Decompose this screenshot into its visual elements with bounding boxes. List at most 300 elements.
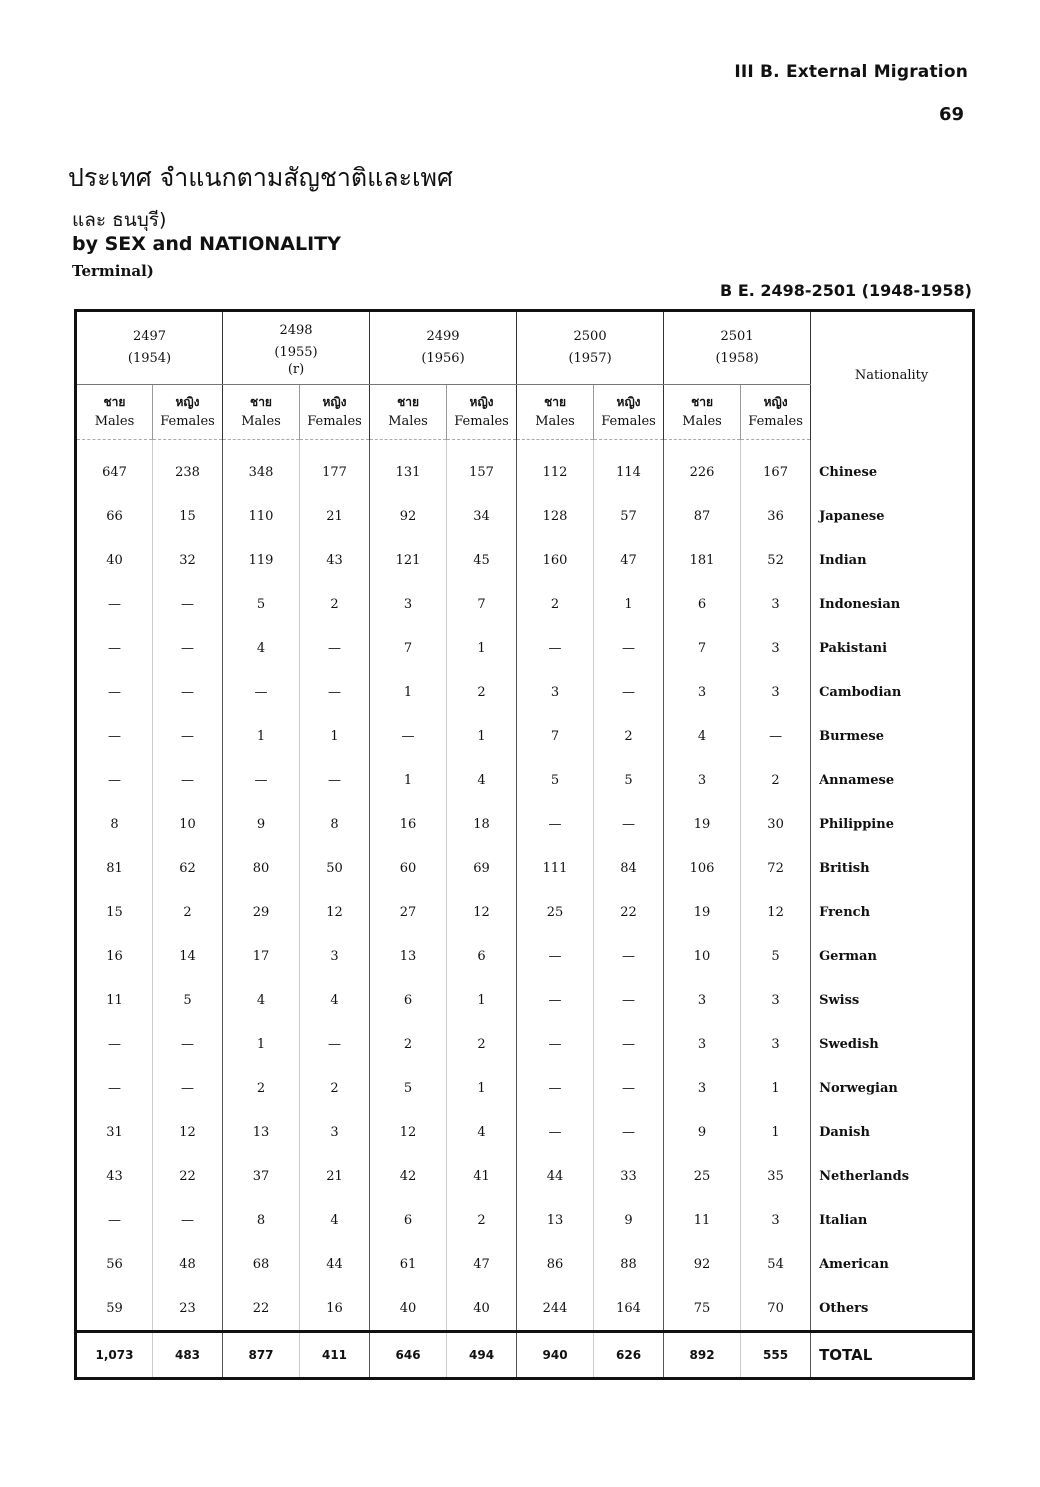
value-cell: 2 xyxy=(447,1022,517,1066)
value-cell: 68 xyxy=(223,1242,300,1286)
value-cell: 7 xyxy=(664,626,741,670)
spacer-cell xyxy=(664,440,741,451)
table-row xyxy=(76,1286,974,1332)
nationality-cell: Norwegian xyxy=(811,1066,974,1110)
year-header xyxy=(517,311,664,385)
year-header xyxy=(664,311,811,385)
value-cell: 1 xyxy=(370,670,447,714)
value-cell: 10 xyxy=(664,934,741,978)
value-cell: 3 xyxy=(300,1110,370,1154)
table-row xyxy=(76,1110,974,1154)
value-cell: 5 xyxy=(517,758,594,802)
value-cell: 2 xyxy=(741,758,811,802)
value-cell: 13 xyxy=(517,1198,594,1242)
nationality-cell: French xyxy=(811,890,974,934)
table-body xyxy=(76,440,974,1379)
value-cell: 6 xyxy=(447,934,517,978)
value-cell: 1 xyxy=(223,714,300,758)
value-cell: — xyxy=(594,670,664,714)
male-header xyxy=(664,385,741,440)
value-cell: 3 xyxy=(664,758,741,802)
male-header xyxy=(517,385,594,440)
nationality-header: Nationality xyxy=(811,311,974,440)
value-cell: 647 xyxy=(76,450,153,494)
value-cell: 1 xyxy=(370,758,447,802)
nationality-cell: Indian xyxy=(811,538,974,582)
total-value-cell: 892 xyxy=(664,1332,741,1379)
year-header-ce: (1958) xyxy=(715,351,759,366)
year-header-be: 2499 xyxy=(426,329,460,344)
value-cell: 5 xyxy=(153,978,223,1022)
spacer-row xyxy=(76,440,974,451)
value-cell: 7 xyxy=(370,626,447,670)
value-cell: 2 xyxy=(447,670,517,714)
value-cell: 5 xyxy=(223,582,300,626)
total-value-cell: 555 xyxy=(741,1332,811,1379)
value-cell: 70 xyxy=(741,1286,811,1332)
value-cell: 43 xyxy=(76,1154,153,1198)
value-cell: 52 xyxy=(741,538,811,582)
value-cell: — xyxy=(517,978,594,1022)
value-cell: 4 xyxy=(664,714,741,758)
value-cell: — xyxy=(223,670,300,714)
value-cell: 13 xyxy=(223,1110,300,1154)
value-cell: — xyxy=(76,626,153,670)
total-value-cell: 411 xyxy=(300,1332,370,1379)
value-cell: 4 xyxy=(300,978,370,1022)
total-value-cell: 483 xyxy=(153,1332,223,1379)
value-cell: 1 xyxy=(300,714,370,758)
value-cell: 61 xyxy=(370,1242,447,1286)
nationality-cell: American xyxy=(811,1242,974,1286)
value-cell: 6 xyxy=(370,1198,447,1242)
male-label-thai: ชาย xyxy=(250,395,272,409)
value-cell: 226 xyxy=(664,450,741,494)
spacer-cell xyxy=(594,440,664,451)
value-cell: — xyxy=(76,670,153,714)
value-cell: 3 xyxy=(664,1022,741,1066)
female-header xyxy=(447,385,517,440)
value-cell: 164 xyxy=(594,1286,664,1332)
male-label-english: Males xyxy=(388,414,428,429)
spacer-cell xyxy=(76,440,153,451)
value-cell: — xyxy=(594,626,664,670)
female-label-english: Females xyxy=(160,414,215,429)
total-value-cell: 1,073 xyxy=(76,1332,153,1379)
value-cell: — xyxy=(76,714,153,758)
value-cell: — xyxy=(517,626,594,670)
total-value-cell: 940 xyxy=(517,1332,594,1379)
value-cell: 43 xyxy=(300,538,370,582)
value-cell: 3 xyxy=(370,582,447,626)
value-cell: 3 xyxy=(664,978,741,1022)
value-cell: — xyxy=(153,758,223,802)
value-cell: 2 xyxy=(223,1066,300,1110)
value-cell: — xyxy=(76,582,153,626)
value-cell: 27 xyxy=(370,890,447,934)
table-row xyxy=(76,978,974,1022)
female-label-english: Females xyxy=(454,414,509,429)
table-row xyxy=(76,494,974,538)
value-cell: 35 xyxy=(741,1154,811,1198)
nationality-cell: German xyxy=(811,934,974,978)
spacer-cell xyxy=(370,440,447,451)
year-header-note: (r) xyxy=(287,362,305,377)
value-cell: 9 xyxy=(594,1198,664,1242)
title-thai-subtitle: และ ธนบุรี) xyxy=(72,209,167,231)
title-thai: ประเทศ จำแนกตามสัญชาติและเพศ xyxy=(68,163,453,192)
table-header xyxy=(76,311,974,440)
table-row xyxy=(76,538,974,582)
value-cell: 47 xyxy=(594,538,664,582)
value-cell: 128 xyxy=(517,494,594,538)
value-cell: 3 xyxy=(741,978,811,1022)
value-cell: 3 xyxy=(741,1022,811,1066)
value-cell: 160 xyxy=(517,538,594,582)
value-cell: 16 xyxy=(370,802,447,846)
value-cell: — xyxy=(153,626,223,670)
total-value-cell: 494 xyxy=(447,1332,517,1379)
male-label-thai: ชาย xyxy=(397,395,419,409)
table-row xyxy=(76,670,974,714)
table-row xyxy=(76,1066,974,1110)
male-label-english: Males xyxy=(682,414,722,429)
value-cell: — xyxy=(594,978,664,1022)
table-row xyxy=(76,1154,974,1198)
spacer-cell xyxy=(447,440,517,451)
spacer-cell xyxy=(741,440,811,451)
value-cell: 54 xyxy=(741,1242,811,1286)
value-cell: — xyxy=(300,626,370,670)
table-row xyxy=(76,1022,974,1066)
female-header xyxy=(300,385,370,440)
year-header xyxy=(370,311,517,385)
value-cell: 3 xyxy=(741,1198,811,1242)
table-row xyxy=(76,802,974,846)
female-header xyxy=(594,385,664,440)
value-cell: 12 xyxy=(153,1110,223,1154)
title-english: by SEX and NATIONALITY xyxy=(72,233,341,255)
value-cell: 5 xyxy=(594,758,664,802)
female-label-thai: หญิง xyxy=(469,395,494,409)
value-cell: 12 xyxy=(370,1110,447,1154)
value-cell: 1 xyxy=(447,978,517,1022)
male-label-thai: ชาย xyxy=(691,395,714,409)
value-cell: 2 xyxy=(370,1022,447,1066)
value-cell: 66 xyxy=(76,494,153,538)
value-cell: — xyxy=(153,1022,223,1066)
value-cell: 157 xyxy=(447,450,517,494)
value-cell: 72 xyxy=(741,846,811,890)
value-cell: 40 xyxy=(76,538,153,582)
value-cell: 21 xyxy=(300,1154,370,1198)
value-cell: 1 xyxy=(447,626,517,670)
value-cell: 4 xyxy=(223,978,300,1022)
value-cell: 22 xyxy=(223,1286,300,1332)
value-cell: 36 xyxy=(741,494,811,538)
total-value-cell: 626 xyxy=(594,1332,664,1379)
value-cell: — xyxy=(300,758,370,802)
value-cell: 2 xyxy=(517,582,594,626)
female-label-thai: หญิง xyxy=(616,395,641,409)
value-cell: 23 xyxy=(153,1286,223,1332)
male-label-english: Males xyxy=(535,414,575,429)
value-cell: 45 xyxy=(447,538,517,582)
female-label-english: Females xyxy=(748,414,803,429)
value-cell: 22 xyxy=(594,890,664,934)
value-cell: 4 xyxy=(447,1110,517,1154)
year-header xyxy=(223,311,370,385)
value-cell: — xyxy=(370,714,447,758)
value-cell: 31 xyxy=(76,1110,153,1154)
value-cell: — xyxy=(517,1066,594,1110)
value-cell: 32 xyxy=(153,538,223,582)
value-cell: 17 xyxy=(223,934,300,978)
value-cell: 59 xyxy=(76,1286,153,1332)
value-cell: 3 xyxy=(664,670,741,714)
value-cell: 8 xyxy=(76,802,153,846)
value-cell: — xyxy=(76,758,153,802)
value-cell: 112 xyxy=(517,450,594,494)
nationality-cell: Philippine xyxy=(811,802,974,846)
nationality-cell: Netherlands xyxy=(811,1154,974,1198)
value-cell: 80 xyxy=(223,846,300,890)
nationality-cell: Danish xyxy=(811,1110,974,1154)
period-label: B E. 2498-2501 (1948-1958) xyxy=(720,281,972,300)
nationality-cell: Pakistani xyxy=(811,626,974,670)
value-cell: 44 xyxy=(300,1242,370,1286)
spacer-cell xyxy=(517,440,594,451)
value-cell: 60 xyxy=(370,846,447,890)
value-cell: 1 xyxy=(594,582,664,626)
value-cell: 30 xyxy=(741,802,811,846)
value-cell: — xyxy=(517,1110,594,1154)
year-header-row xyxy=(76,311,974,385)
value-cell: 8 xyxy=(223,1198,300,1242)
value-cell: 9 xyxy=(664,1110,741,1154)
male-header xyxy=(370,385,447,440)
value-cell: 10 xyxy=(153,802,223,846)
total-row xyxy=(76,1332,974,1379)
value-cell: 3 xyxy=(517,670,594,714)
value-cell: 348 xyxy=(223,450,300,494)
female-header xyxy=(153,385,223,440)
value-cell: 2 xyxy=(153,890,223,934)
value-cell: 87 xyxy=(664,494,741,538)
year-header-be: 2497 xyxy=(132,329,167,344)
value-cell: 40 xyxy=(370,1286,447,1332)
nationality-cell: Chinese xyxy=(811,450,974,494)
total-value-cell: 646 xyxy=(370,1332,447,1379)
value-cell: — xyxy=(594,1110,664,1154)
value-cell: 9 xyxy=(223,802,300,846)
spacer-cell xyxy=(811,440,974,451)
value-cell: 111 xyxy=(517,846,594,890)
nationality-cell: Annamese xyxy=(811,758,974,802)
value-cell: — xyxy=(594,1022,664,1066)
value-cell: 2 xyxy=(300,582,370,626)
value-cell: 3 xyxy=(300,934,370,978)
value-cell: 12 xyxy=(300,890,370,934)
year-header-ce: (1956) xyxy=(421,351,465,366)
value-cell: 22 xyxy=(153,1154,223,1198)
value-cell: 4 xyxy=(300,1198,370,1242)
value-cell: 41 xyxy=(447,1154,517,1198)
spacer-cell xyxy=(153,440,223,451)
year-header-ce: (1955) xyxy=(274,345,318,360)
value-cell: 3 xyxy=(741,582,811,626)
male-header xyxy=(76,385,153,440)
value-cell: 1 xyxy=(741,1110,811,1154)
value-cell: 86 xyxy=(517,1242,594,1286)
value-cell: 56 xyxy=(76,1242,153,1286)
female-header xyxy=(741,385,811,440)
value-cell: 3 xyxy=(741,626,811,670)
nationality-cell: Japanese xyxy=(811,494,974,538)
value-cell: — xyxy=(153,1066,223,1110)
table-row xyxy=(76,714,974,758)
value-cell: — xyxy=(741,714,811,758)
table-row xyxy=(76,626,974,670)
value-cell: 167 xyxy=(741,450,811,494)
table-row xyxy=(76,934,974,978)
value-cell: 2 xyxy=(594,714,664,758)
value-cell: 5 xyxy=(741,934,811,978)
female-label-thai: หญิง xyxy=(763,395,788,409)
total-label: TOTAL xyxy=(811,1332,974,1379)
year-header-be: 2501 xyxy=(720,329,754,344)
value-cell: 50 xyxy=(300,846,370,890)
nationality-cell: Others xyxy=(811,1286,974,1332)
value-cell: — xyxy=(76,1022,153,1066)
value-cell: 2 xyxy=(300,1066,370,1110)
value-cell: 4 xyxy=(447,758,517,802)
value-cell: 75 xyxy=(664,1286,741,1332)
female-label-thai: หญิง xyxy=(175,395,200,409)
value-cell: 44 xyxy=(517,1154,594,1198)
value-cell: 7 xyxy=(517,714,594,758)
nationality-cell: Swiss xyxy=(811,978,974,1022)
value-cell: 33 xyxy=(594,1154,664,1198)
value-cell: 4 xyxy=(223,626,300,670)
value-cell: 12 xyxy=(741,890,811,934)
value-cell: 16 xyxy=(300,1286,370,1332)
value-cell: — xyxy=(153,582,223,626)
value-cell: 40 xyxy=(447,1286,517,1332)
value-cell: 3 xyxy=(741,670,811,714)
value-cell: 18 xyxy=(447,802,517,846)
nationality-cell: Burmese xyxy=(811,714,974,758)
migration-table xyxy=(74,309,975,1380)
value-cell: — xyxy=(517,802,594,846)
value-cell: 131 xyxy=(370,450,447,494)
value-cell: 34 xyxy=(447,494,517,538)
value-cell: 19 xyxy=(664,802,741,846)
nationality-cell: British xyxy=(811,846,974,890)
value-cell: 21 xyxy=(300,494,370,538)
section-label: III B. External Migration xyxy=(734,62,968,82)
table-row xyxy=(76,1198,974,1242)
value-cell: 92 xyxy=(370,494,447,538)
table-row xyxy=(76,890,974,934)
nationality-cell: Indonesian xyxy=(811,582,974,626)
male-label-english: Males xyxy=(94,414,135,429)
value-cell: — xyxy=(153,714,223,758)
value-cell: 15 xyxy=(76,890,153,934)
value-cell: 7 xyxy=(447,582,517,626)
year-header-be: 2500 xyxy=(573,329,607,344)
value-cell: 25 xyxy=(664,1154,741,1198)
value-cell: 6 xyxy=(664,582,741,626)
table-row xyxy=(76,450,974,494)
value-cell: 29 xyxy=(223,890,300,934)
year-header-ce: (1954) xyxy=(127,351,172,366)
value-cell: — xyxy=(594,934,664,978)
value-cell: 181 xyxy=(664,538,741,582)
value-cell: 14 xyxy=(153,934,223,978)
value-cell: 81 xyxy=(76,846,153,890)
value-cell: 1 xyxy=(223,1022,300,1066)
table-row xyxy=(76,1242,974,1286)
value-cell: 47 xyxy=(447,1242,517,1286)
value-cell: 48 xyxy=(153,1242,223,1286)
male-label-english: Males xyxy=(241,414,281,429)
total-value-cell: 877 xyxy=(223,1332,300,1379)
value-cell: 238 xyxy=(153,450,223,494)
value-cell: 92 xyxy=(664,1242,741,1286)
value-cell: — xyxy=(223,758,300,802)
value-cell: — xyxy=(76,1198,153,1242)
value-cell: 11 xyxy=(76,978,153,1022)
value-cell: 37 xyxy=(223,1154,300,1198)
male-label-thai: ชาย xyxy=(103,395,126,409)
value-cell: 110 xyxy=(223,494,300,538)
value-cell: 2 xyxy=(447,1198,517,1242)
female-label-english: Females xyxy=(601,414,656,429)
value-cell: 11 xyxy=(664,1198,741,1242)
value-cell: 16 xyxy=(76,934,153,978)
value-cell: 69 xyxy=(447,846,517,890)
value-cell: 62 xyxy=(153,846,223,890)
nationality-cell: Cambodian xyxy=(811,670,974,714)
value-cell: 57 xyxy=(594,494,664,538)
male-header xyxy=(223,385,300,440)
value-cell: 12 xyxy=(447,890,517,934)
table-row xyxy=(76,582,974,626)
value-cell: 25 xyxy=(517,890,594,934)
value-cell: 1 xyxy=(741,1066,811,1110)
value-cell: 121 xyxy=(370,538,447,582)
value-cell: — xyxy=(76,1066,153,1110)
nationality-cell: Italian xyxy=(811,1198,974,1242)
male-label-thai: ชาย xyxy=(544,395,566,409)
female-label-thai: หญิง xyxy=(322,395,347,409)
year-header-ce: (1957) xyxy=(568,351,612,366)
value-cell: 42 xyxy=(370,1154,447,1198)
value-cell: 1 xyxy=(447,714,517,758)
title-english-subtitle: Terminal) xyxy=(72,262,154,280)
value-cell: 13 xyxy=(370,934,447,978)
page-number: 69 xyxy=(938,104,964,125)
table-row xyxy=(76,758,974,802)
value-cell: 244 xyxy=(517,1286,594,1332)
value-cell: 84 xyxy=(594,846,664,890)
year-header xyxy=(76,311,223,385)
value-cell: 8 xyxy=(300,802,370,846)
value-cell: 19 xyxy=(664,890,741,934)
value-cell: — xyxy=(153,670,223,714)
table-row xyxy=(76,846,974,890)
